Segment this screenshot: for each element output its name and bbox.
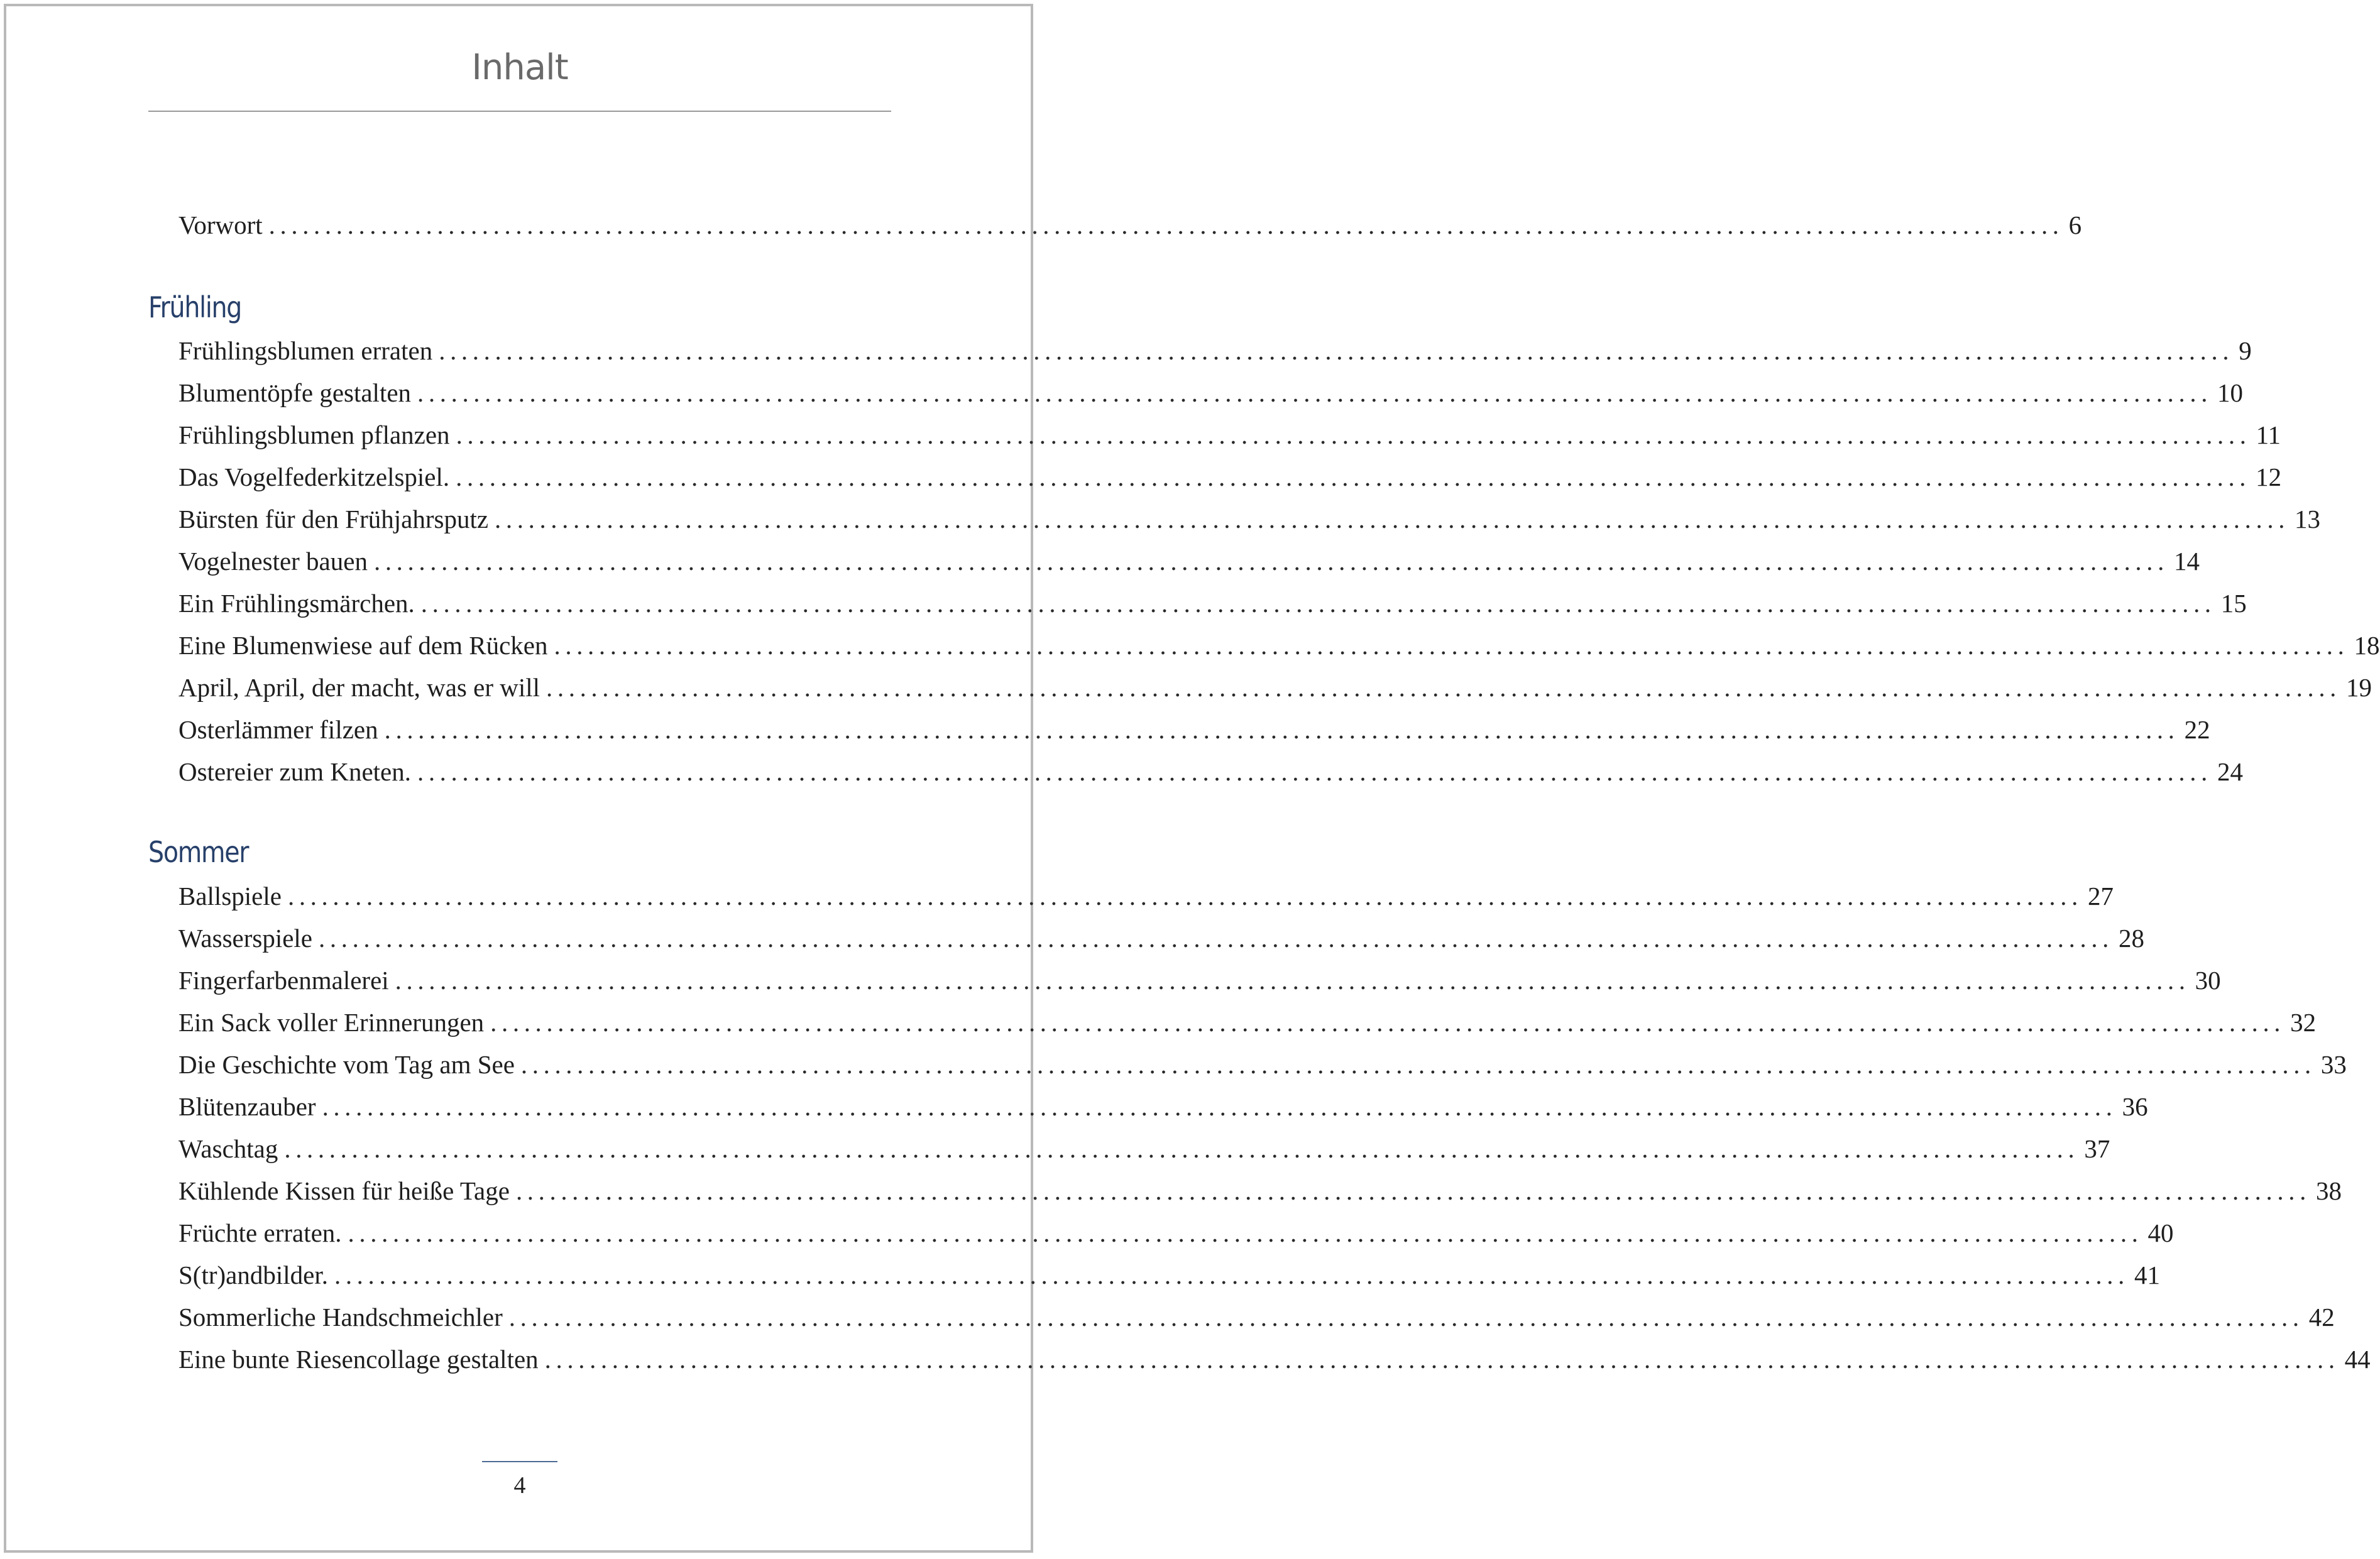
toc-entry[interactable] xyxy=(178,546,2200,583)
toc-entry-page: 37 xyxy=(2084,1134,2110,1163)
toc-leader-dots: ................................................................................................................................................................ xyxy=(508,1303,2304,1332)
toc-leader-dots: ................................................................................................................................................................ xyxy=(554,631,2349,660)
toc-entry[interactable] xyxy=(178,504,2321,540)
toc-leader-dots: ................................................................................................................................................................ xyxy=(417,757,2212,786)
toc-entry-title: Kühlende Kissen für heiße Tage xyxy=(178,1176,510,1205)
toc-entry-page: 22 xyxy=(2184,715,2210,744)
toc-leader-dots: ................................................................................................................................................................ xyxy=(520,1050,2316,1079)
toc-entry-page: 33 xyxy=(2320,1050,2347,1079)
toc-leader-dots: ................................................................................................................................................................ xyxy=(546,673,2342,702)
toc-entry-page: 36 xyxy=(2122,1092,2148,1121)
toc-entry-page: 10 xyxy=(2217,378,2244,407)
toc-leader-dots: ................................................................................................................................................................ xyxy=(495,505,2290,533)
toc-entry-title: Eine Blumenwiese auf dem Rücken xyxy=(178,631,548,660)
toc-entry[interactable] xyxy=(178,588,2247,625)
toc-leader-dots: ................................................................................................................................................................ xyxy=(319,924,2114,953)
toc-leader-dots: ................................................................................................................................................................ xyxy=(439,336,2234,365)
toc-entry[interactable] xyxy=(178,1007,2317,1044)
toc-entry-page: 11 xyxy=(2256,420,2281,449)
toc-leader-dots: ................................................................................................................................................................ xyxy=(268,211,2064,239)
toc-entry-page: 13 xyxy=(2295,505,2321,533)
toc-entry-title: Vorwort xyxy=(178,211,263,239)
toc-leader-dots: ................................................................................................................................................................ xyxy=(515,1176,2311,1205)
toc-leader-dots: ................................................................................................................................................................ xyxy=(420,589,2216,618)
toc-entry[interactable] xyxy=(178,881,2114,917)
toc-entry-title: Bürsten für den Frühjahrsputz xyxy=(178,505,489,533)
toc-entry-title: Ein Sack voller Erinnerungen xyxy=(178,1008,485,1037)
toc-entry-page: 44 xyxy=(2344,1345,2371,1374)
toc-entry-title: Osterlämmer filzen xyxy=(178,715,378,744)
toc-leader-dots: ................................................................................................................................................................ xyxy=(456,420,2251,449)
toc-leader-dots: ................................................................................................................................................................ xyxy=(544,1345,2340,1374)
toc-leader-dots: ................................................................................................................................................................ xyxy=(284,1134,2080,1163)
footer-rule xyxy=(482,1461,557,1462)
toc-entry-page: 6 xyxy=(2068,211,2082,239)
toc-entry-page: 30 xyxy=(2195,966,2221,995)
toc-entry-page: 14 xyxy=(2173,547,2200,576)
toc-entry-page: 12 xyxy=(2256,462,2282,491)
heading-rule xyxy=(148,111,891,112)
toc-entry-title: Ballspiele xyxy=(178,882,282,911)
toc-entry-title: Fingerfarbenmalerei xyxy=(178,966,389,995)
toc-entry[interactable] xyxy=(178,714,2210,751)
toc-entry-vorwort[interactable] xyxy=(178,210,2082,246)
toc-entry-page: 40 xyxy=(2147,1218,2174,1247)
toc-entry[interactable] xyxy=(178,1134,2110,1170)
toc-leader-dots: ................................................................................................................................................................ xyxy=(395,966,2190,995)
toc-entry[interactable] xyxy=(178,965,2221,1002)
section-title-sommer: Sommer xyxy=(148,835,249,869)
toc-entry-page: 42 xyxy=(2308,1303,2335,1332)
toc-entry[interactable] xyxy=(178,672,2372,709)
toc-entry-page: 18 xyxy=(2354,631,2380,660)
toc-entry-page: 19 xyxy=(2346,673,2372,702)
toc-entry-title: Wasserspiele xyxy=(178,924,313,953)
toc-entry-page: 28 xyxy=(2119,924,2145,953)
toc-entry-title: Eine bunte Riesencollage gestalten xyxy=(178,1345,539,1374)
toc-entry-title: Ein Frühlingsmärchen. xyxy=(178,589,415,618)
toc-entry-title: Früchte erraten. xyxy=(178,1218,342,1247)
toc-entry[interactable] xyxy=(178,757,2243,793)
toc-entry[interactable] xyxy=(178,1091,2148,1128)
toc-entry[interactable] xyxy=(178,462,2282,498)
toc-entry-title: Die Geschichte vom Tag am See xyxy=(178,1050,515,1079)
toc-entry[interactable] xyxy=(178,420,2281,456)
toc-entry[interactable] xyxy=(178,1344,2371,1381)
toc-entry-title: Waschtag xyxy=(178,1134,278,1163)
toc-entry-title: Frühlingsblumen pflanzen xyxy=(178,420,450,449)
toc-leader-dots: ................................................................................................................................................................ xyxy=(417,378,2213,407)
toc-entry[interactable] xyxy=(178,1218,2174,1254)
toc-leader-dots: ................................................................................................................................................................ xyxy=(373,547,2169,576)
toc-entry-title: Blumentöpfe gestalten xyxy=(178,378,412,407)
toc-entry-page: 15 xyxy=(2220,589,2247,618)
toc-entry[interactable] xyxy=(178,630,2380,667)
toc-leader-dots: ................................................................................................................................................................ xyxy=(384,715,2180,744)
toc-entry-title: Das Vogelfederkitzelspiel. xyxy=(178,462,450,491)
toc-leader-dots: ................................................................................................................................................................ xyxy=(322,1092,2117,1121)
toc-entry-title: Frühlingsblumen erraten xyxy=(178,336,433,365)
toc-leader-dots: ................................................................................................................................................................ xyxy=(490,1008,2286,1037)
toc-entry[interactable] xyxy=(178,378,2244,414)
toc-entry[interactable] xyxy=(178,923,2145,960)
toc-entry-page: 24 xyxy=(2217,757,2243,786)
toc-entry-page: 32 xyxy=(2290,1008,2317,1037)
toc-entry-page: 41 xyxy=(2134,1261,2160,1289)
toc-entry-title: Sommerliche Handschmeichler xyxy=(178,1303,503,1332)
toc-leader-dots: ................................................................................................................................................................ xyxy=(287,882,2083,911)
toc-entry-page: 38 xyxy=(2315,1176,2342,1205)
toc-entry-page: 9 xyxy=(2239,336,2252,365)
toc-entry[interactable] xyxy=(178,1260,2160,1296)
toc-entry-title: S(tr)andbilder. xyxy=(178,1261,328,1289)
toc-entry[interactable] xyxy=(178,1049,2347,1086)
toc-entry-title: Ostereier zum Kneten. xyxy=(178,757,411,786)
toc-entry[interactable] xyxy=(178,1176,2342,1212)
page-number: 4 xyxy=(513,1472,526,1499)
toc-entry-title: Vogelnester bauen xyxy=(178,547,368,576)
toc-entry-title: Blütenzauber xyxy=(178,1092,316,1121)
toc-leader-dots: ................................................................................................................................................................ xyxy=(334,1261,2129,1289)
page-heading: Inhalt xyxy=(471,47,568,88)
toc-leader-dots: ................................................................................................................................................................ xyxy=(348,1218,2143,1247)
toc-entry-title: April, April, der macht, was er will xyxy=(178,673,540,702)
toc-entry[interactable] xyxy=(178,1302,2335,1338)
section-title-fruehling: Frühling xyxy=(148,290,242,324)
toc-leader-dots: ................................................................................................................................................................ xyxy=(456,462,2251,491)
toc-entry-page: 27 xyxy=(2087,882,2114,911)
toc-entry[interactable] xyxy=(178,336,2252,372)
